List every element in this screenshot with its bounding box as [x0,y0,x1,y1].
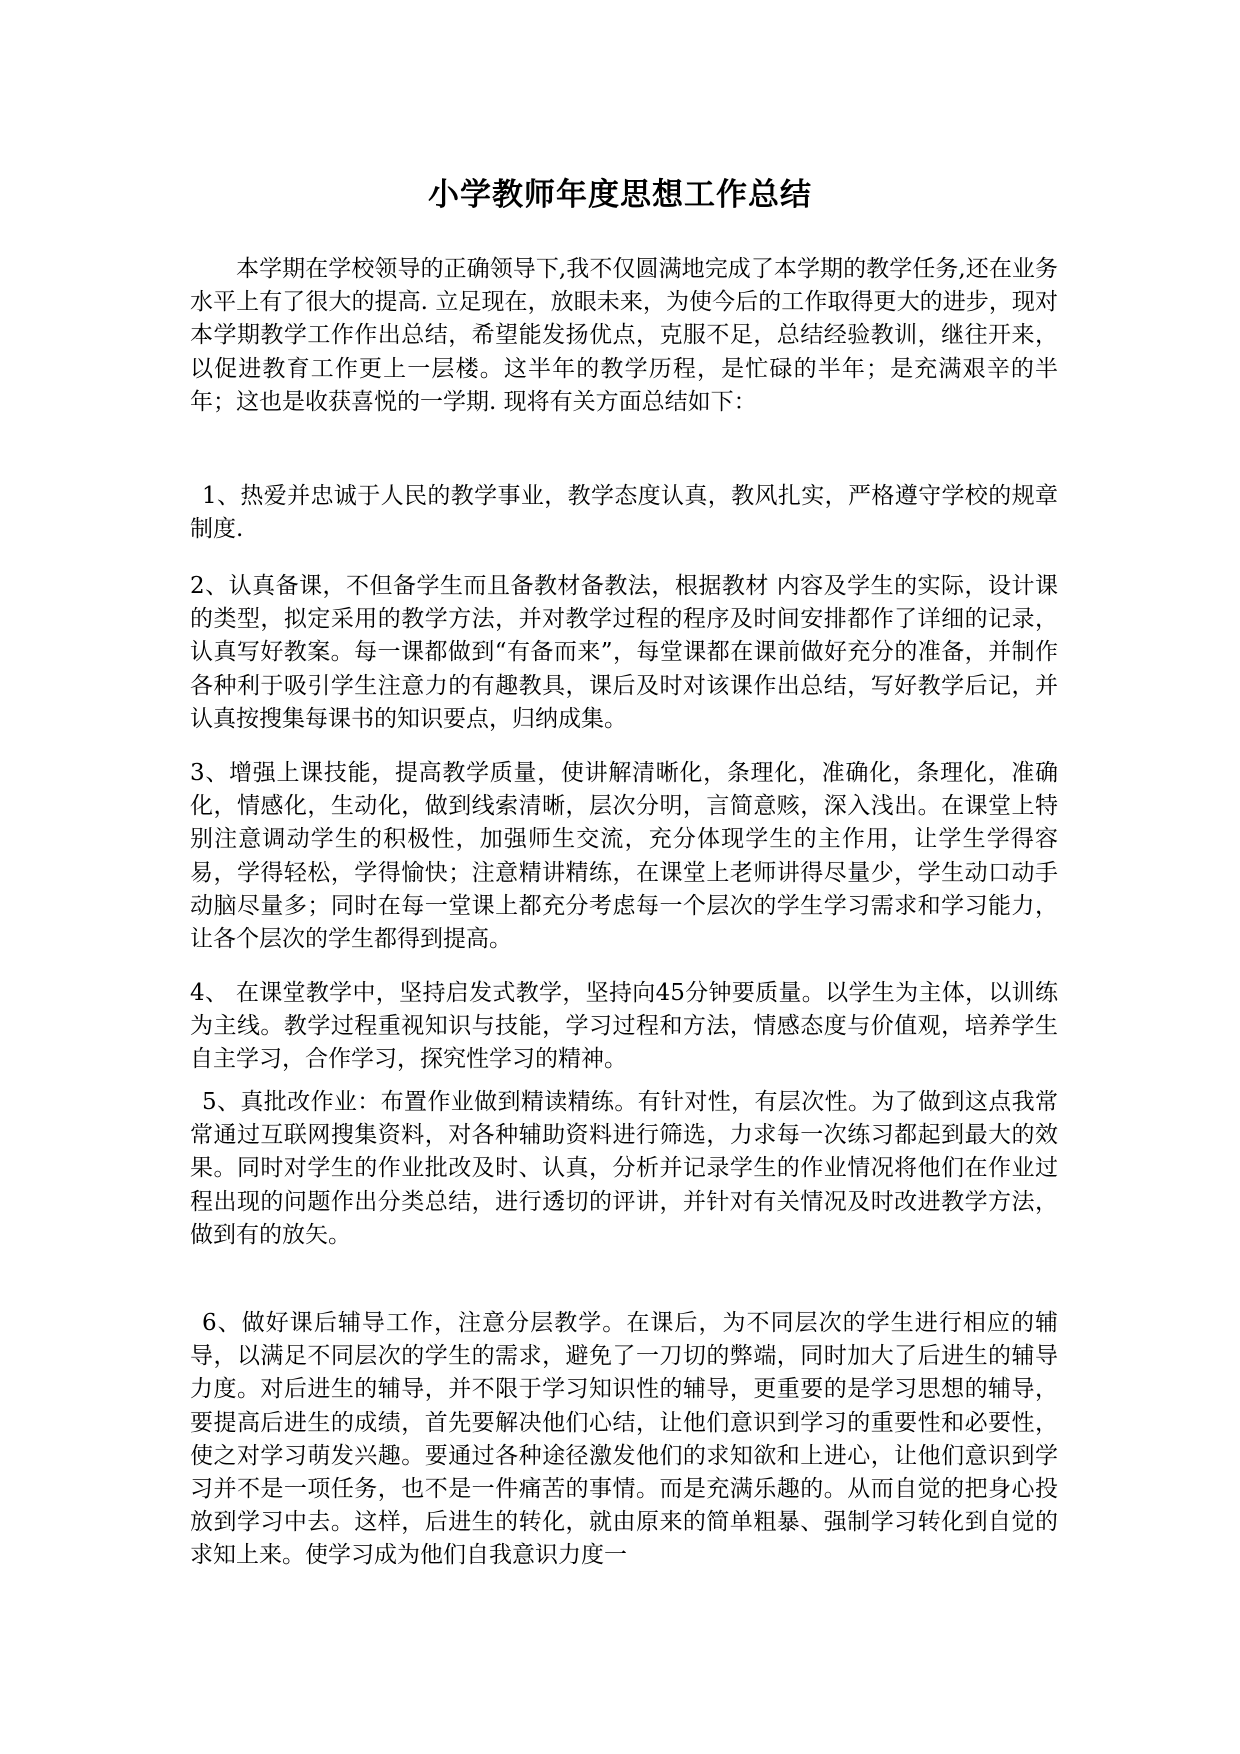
paragraph-item-4: 4、 在课堂教学中，坚持启发式教学，坚持向45分钟要质量。以学生为主体，以训练为主线。教学过程重视知识与技能，学习过程和方法，情感态度与价值观，培养学生自主学习，合作学习，探究性学习的精神。 [190,980,1058,1073]
paragraph-item-1: 1、热爱并忠诚于人民的教学事业，教学态度认真，教风扎实，严格遵守学校的规章制度. [190,483,1058,543]
document-title: 小学教师年度思想工作总结 [428,177,812,213]
paragraph-item-5: 5、真批改作业：布置作业做到精读精练。有针对性，有层次性。为了做到这点我常常通过互联网搜集资料，对各种辅助资料进行筛选，力求每一次练习都起到最大的效果。同时对学生的作业批改及时、认真，分析并记录学生的作业情况将他们在作业过程出现的问题作出分类总结，进行透切的评讲，并针对有关情况及时改进教学方法，做到有的放矢。 [190,1089,1058,1248]
paragraph-item-2: 2、认真备课，不但备学生而且备教材备教法，根据教材 内容及学生的实际，设计课的类型，拟定采用的教学方法，并对教学过程的程序及时间安排都作了详细的记录，认真写好教案。每一课都做到“有备而来”，每堂课都在课前做好充分的准备，并制作各种利于吸引学生注意力的有趣教具，课后及时对该课作出总结，写好教学后记，并认真按搜集每课书的知识要点，归纳成集。 [190,573,1058,732]
paragraph-item-3: 3、增强上课技能，提高教学质量，使讲解清晰化，条理化，准确化，条理化，准确化，情感化，生动化，做到线索清晰，层次分明，言简意赅，深入浅出。在课堂上特别注意调动学生的积极性，加强师生交流，充分体现学生的主作用，让学生学得容易，学得轻松，学得愉快；注意精讲精练，在课堂上老师讲得尽量少，学生动口动手动脑尽量多；同时在每一堂课上都充分考虑每一个层次的学生学习需求和学习能力，让各个层次的学生都得到提高。 [190,760,1058,953]
intro-paragraph: 本学期在学校领导的正确领导下,我不仅圆满地完成了本学期的教学任务,还在业务水平上有了很大的提高. 立足现在，放眼未来，为使今后的工作取得更大的进步，现对本学期教学工作作出总结，希望能发扬优点，克服不足，总结经验教训，继往开来，以促进教育工作更上一层楼。这半年的教学历程，是忙碌的半年；是充满艰辛的半年；这也是收获喜悦的一学期. 现将有关方面总结如下： [190,256,1058,415]
paragraph-item-6: 6、做好课后辅导工作，注意分层教学。在课后，为不同层次的学生进行相应的辅导，以满足不同层次的学生的需求，避免了一刀切的弊端，同时加大了后进生的辅导力度。对后进生的辅导，并不限于学习知识性的辅导，更重要的是学习思想的辅导，要提高后进生的成绩，首先要解决他们心结，让他们意识到学习的重要性和必要性，使之对学习萌发兴趣。要通过各种途径激发他们的求知欲和上进心，让他们意识到学习并不是一项任务，也不是一件痛苦的事情。而是充满乐趣的。从而自觉的把身心投放到学习中去。这样，后进生的转化，就由原来的简单粗暴、强制学习转化到自觉的求知上来。使学习成为他们自我意识力度一 [190,1310,1058,1569]
